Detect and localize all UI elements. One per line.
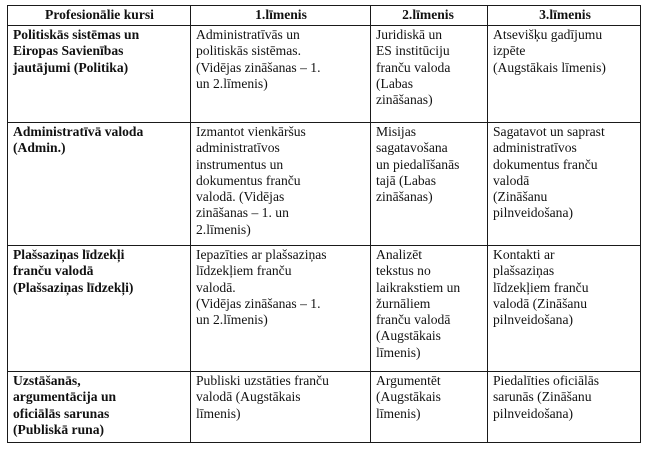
cell-text-line: franču valodā	[13, 263, 94, 279]
cell-text-line: valodā (Augstākais	[196, 389, 301, 405]
cell-text-line: Misijas	[376, 124, 417, 139]
cell-text-line: (Admin.)	[13, 140, 66, 156]
cell-text-line: (Augstākais līmenis)	[493, 59, 606, 75]
cell-text-line: tajā (Labas	[376, 172, 437, 188]
cell-text-line: sagatavošana	[376, 140, 448, 156]
cell-text-line: franču valodā	[376, 312, 451, 328]
level-3-cell	[488, 246, 641, 372]
level-2-cell	[371, 123, 488, 246]
cell-text-line: pilnveidošana)	[493, 312, 574, 328]
cell-text-line: sarunās (Zināšanu	[493, 389, 592, 405]
cell-text-line: 2.līmenis)	[196, 221, 251, 237]
cell-text-line: Politiskās sistēmas un	[13, 27, 140, 42]
cell-text-line: pilnveidošana)	[493, 205, 574, 221]
cell-text-line: Publiski uzstāties franču	[196, 373, 329, 388]
cell-text-line: administratīvos	[196, 140, 280, 156]
cell-text-line: līdzekļiem franču	[196, 263, 292, 279]
cell-text-line: valodā. (Vidējas	[196, 189, 285, 205]
table-row	[8, 123, 641, 246]
level-3-cell	[488, 372, 641, 443]
cell-text-line: (Zināšanu	[493, 189, 548, 205]
cell-text-line: (Augstākais	[376, 389, 441, 405]
course-name-cell	[8, 246, 191, 372]
cell-text-line: (Augstākais	[376, 328, 441, 344]
cell-text-line: Juridiskā un	[376, 27, 443, 42]
cell-text-line: zināšanas)	[376, 92, 433, 108]
cell-text-line: franču valoda	[376, 59, 451, 75]
cell-text-line: valodā.	[196, 279, 236, 295]
cell-text-line: Administratīvās un	[196, 27, 300, 42]
level-1-cell	[191, 123, 371, 246]
cell-text-line: administratīvos	[493, 140, 577, 156]
cell-text-line: argumentācija un	[13, 389, 117, 405]
cell-text-line: Plašsaziņas līdzekļi	[13, 247, 125, 262]
cell-text-line: līdzekļiem franču	[493, 279, 589, 295]
cell-text-line: laikrakstiem un	[376, 279, 461, 295]
table-row	[8, 246, 641, 372]
cell-text-line: un 2.līmenis)	[196, 312, 268, 328]
cell-text-line: izpēte	[493, 43, 526, 59]
level-1-cell	[191, 246, 371, 372]
header-courses: Profesionālie kursi	[8, 6, 191, 26]
level-2-cell	[371, 246, 488, 372]
cell-text-line: politiskās sistēmas.	[196, 43, 301, 59]
cell-text-line: Piedalīties oficiālās	[493, 373, 600, 388]
cell-text-line: (Vidējas zināšanas – 1.	[196, 295, 321, 311]
header-level-1: 1.līmenis	[191, 6, 371, 26]
cell-text-line: līmenis)	[196, 405, 241, 421]
cell-text-line: valodā	[493, 172, 530, 188]
cell-text-line: dokumentus franču	[493, 156, 598, 172]
cell-text-line: Iepazīties ar plašsaziņas	[196, 247, 327, 262]
cell-text-line: tekstus no	[376, 263, 431, 279]
cell-text-line: Kontakti ar	[493, 247, 555, 262]
cell-text-line: Argumentēt	[376, 373, 441, 388]
level-3-cell	[488, 123, 641, 246]
cell-text-line: ES institūciju	[376, 43, 450, 59]
cell-text-line: līmenis)	[376, 405, 421, 421]
cell-text-line: Izmantot vienkāršus	[196, 124, 306, 139]
cell-text-line: (Labas	[376, 75, 413, 91]
course-name-cell	[8, 26, 191, 123]
course-name-cell	[8, 123, 191, 246]
header-level-2: 2.līmenis	[371, 6, 488, 26]
level-3-cell	[488, 26, 641, 123]
cell-text-line: Uzstāšanās,	[13, 373, 81, 388]
cell-text-line: instrumentus un	[196, 156, 284, 172]
header-level-3: 3.līmenis	[488, 6, 641, 26]
cell-text-line: Administratīvā valoda	[13, 124, 144, 139]
cell-text-line: un piedalīšanās	[376, 156, 460, 172]
cell-text-line: oficiālās sarunas	[13, 405, 110, 421]
cell-text-line: dokumentus franču	[196, 172, 301, 188]
cell-text-line: plašsaziņas	[493, 263, 555, 279]
cell-text-line: Analizēt	[376, 247, 423, 262]
table-row	[8, 26, 641, 123]
course-name-cell	[8, 372, 191, 443]
cell-text-line: līmenis)	[376, 344, 421, 360]
cell-text-line: (Publiskā runa)	[13, 421, 105, 437]
level-1-cell	[191, 26, 371, 123]
header-row	[8, 6, 641, 26]
cell-text-line: Atsevišķu gadījumu	[493, 27, 603, 42]
courses-table	[7, 5, 641, 443]
cell-text-line: žurnāliem	[376, 295, 431, 311]
level-1-cell	[191, 372, 371, 443]
level-2-cell	[371, 26, 488, 123]
level-2-cell	[371, 372, 488, 443]
cell-text-line: (Plašsaziņas līdzekļi)	[13, 279, 134, 295]
cell-text-line: zināšanas – 1. un	[196, 205, 289, 221]
table-row	[8, 372, 641, 443]
cell-text-line: Sagatavot un saprast	[493, 124, 605, 139]
cell-text-line: jautājumi (Politika)	[13, 59, 129, 75]
cell-text-line: valodā (Zināšanu	[493, 295, 587, 311]
cell-text-line: pilnveidošana)	[493, 405, 574, 421]
cell-text-line: (Vidējas zināšanas – 1.	[196, 59, 321, 75]
cell-text-line: Eiropas Savienības	[13, 43, 124, 59]
cell-text-line: zināšanas)	[376, 189, 433, 205]
cell-text-line: un 2.līmenis)	[196, 75, 268, 91]
